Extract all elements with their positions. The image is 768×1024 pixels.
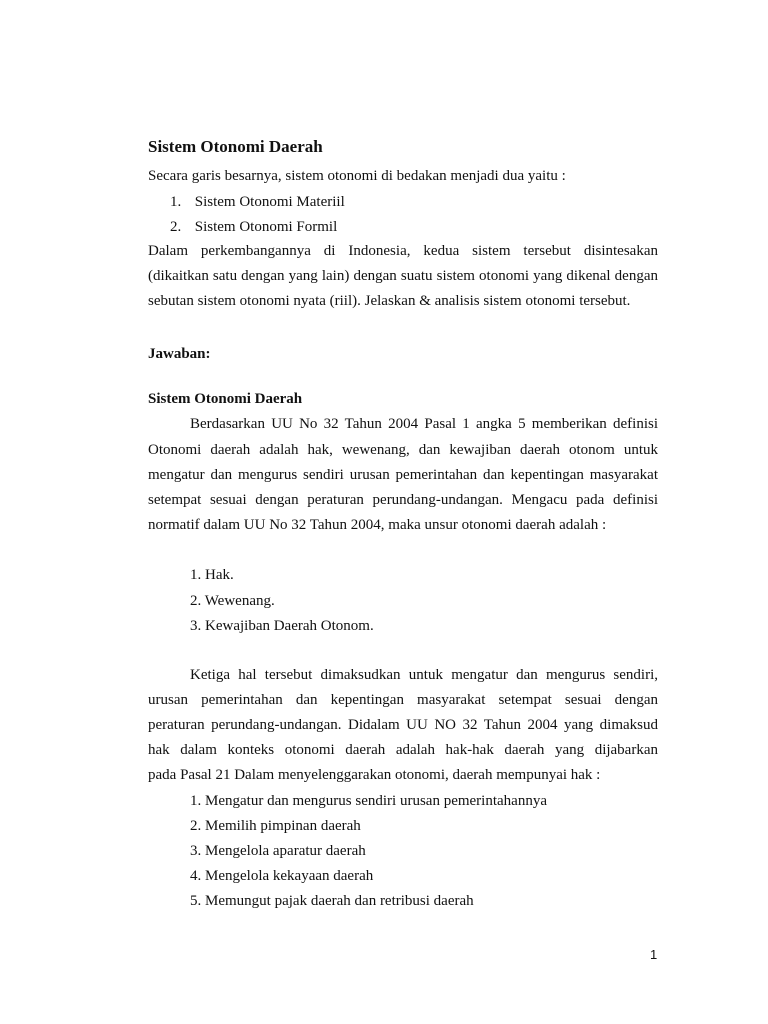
paragraph-line: urusan pemerintahan dan kepentingan masyarakat setempat sesuai dengan [148,692,658,708]
intro-text: Secara garis besarnya, sistem otonomi di bedakan menjadi dua yaitu : [148,168,566,184]
paragraph-line: hak dalam konteks otonomi daerah adalah hak-hak daerah yang dijabarkan [148,742,658,758]
paragraph-line: Ketiga hal tersebut dimaksudkan untuk mengatur dan mengurus sendiri, [190,667,658,683]
list-item [170,193,680,211]
list-item: 1. Hak. [190,567,234,583]
page-number: 1 [650,947,658,962]
list-item: 4. Mengelola kekayaan daerah [190,868,374,884]
list-label: Sistem Otonomi Formil [194,219,338,235]
question-line: sebutan sistem otonomi nyata (riil). Jelaskan & analisis sistem otonomi tersebut. [148,293,631,309]
list-item: 3. Kewajiban Daerah Otonom. [190,618,374,634]
list-number: 2. [170,219,182,235]
answer-label: Jawaban: [148,346,211,362]
section-heading: Sistem Otonomi Daerah [148,391,303,407]
list-number: 1. [170,194,182,210]
paragraph-line: peraturan perundang-undangan. Didalam UU NO 32 Tahun 2004 yang dimaksud [148,717,658,733]
question-line: (dikaitkan satu dengan yang lain) dengan suatu sistem otonomi yang dikenal dengan [148,268,658,284]
list-item: 5. Memungut pajak daerah dan retribusi daerah [190,893,474,909]
list-item: 2. Memilih pimpinan daerah [190,818,361,834]
list-label: Sistem Otonomi Materiil [194,194,345,210]
paragraph-line: pada Pasal 21 Dalam menyelenggarakan otonomi, daerah mempunyai hak : [148,767,601,783]
paragraph-line: Otonomi daerah adalah hak, wewenang, dan kewajiban daerah otonom untuk [148,442,658,458]
paragraph-line: Berdasarkan UU No 32 Tahun 2004 Pasal 1 angka 5 memberikan definisi [190,416,658,432]
list-item: 2. Wewenang. [190,593,275,609]
document-title: Sistem Otonomi Daerah [148,137,323,156]
list-item [170,218,680,236]
question-line: Dalam perkembangannya di Indonesia, kedua sistem tersebut disintesakan [148,243,658,259]
paragraph-line: normatif dalam UU No 32 Tahun 2004, maka unsur otonomi daerah adalah : [148,517,607,533]
paragraph-line: setempat sesuai dengan peraturan perundang-undangan. Mengacu pada definisi [148,492,658,508]
paragraph-line: mengatur dan mengurus sendiri urusan pemerintahan dan kepentingan masyarakat [148,467,658,483]
list-item: 1. Mengatur dan mengurus sendiri urusan pemerintahannya [190,793,547,809]
list-item: 3. Mengelola aparatur daerah [190,843,366,859]
